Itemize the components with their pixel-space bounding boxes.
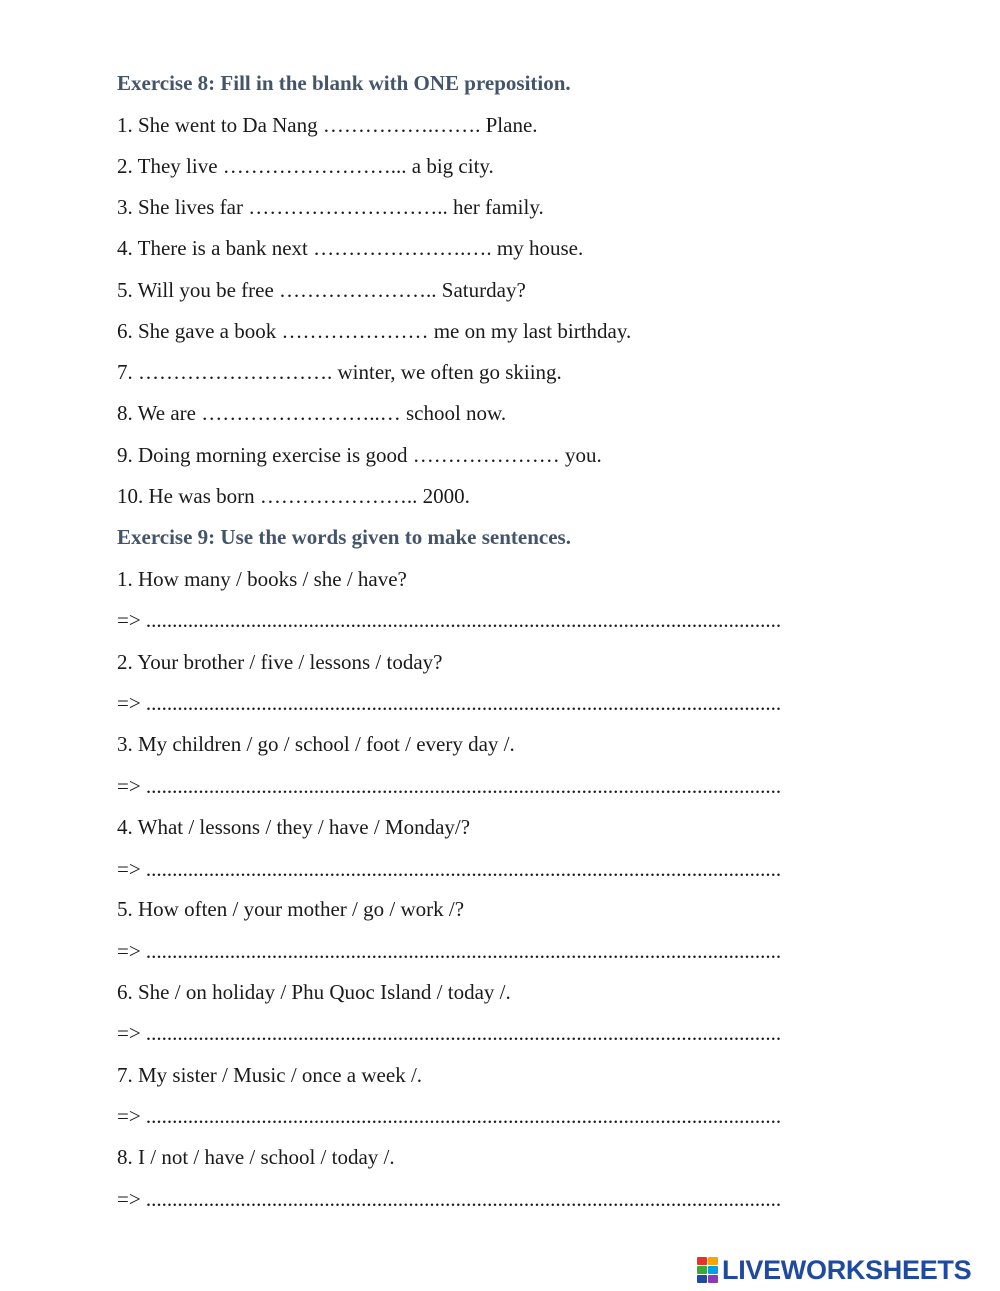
logo-icon-tile (697, 1257, 707, 1265)
exercise-8-item: 3. She lives far ……………………….. her family. (117, 195, 544, 219)
answer-line[interactable]: => ......................................................................................................................... (117, 608, 782, 632)
answer-line[interactable]: => ......................................................................................................................... (117, 1104, 782, 1128)
liveworksheets-logo (697, 1253, 971, 1287)
answer-line[interactable]: => ......................................................................................................................... (117, 774, 782, 798)
answer-line[interactable]: => ......................................................................................................................... (117, 691, 782, 715)
exercise-8-item: 7. ………………………. winter, we often go skiing. (117, 360, 562, 384)
exercise-9-prompt: 8. I / not / have / school / today /. (117, 1145, 395, 1169)
exercise-8-item: 4. There is a bank next ………………….…. my house. (117, 236, 584, 260)
exercise-8-item: 1. She went to Da Nang …………….……. Plane. (117, 113, 538, 137)
exercise-8-title: Exercise 8: Fill in the blank with ONE preposition. (117, 71, 571, 95)
answer-line[interactable]: => ......................................................................................................................... (117, 857, 782, 881)
exercise-9-prompt: 6. She / on holiday / Phu Quoc Island / today /. (117, 980, 511, 1004)
exercise-9-prompt: 3. My children / go / school / foot / every day /. (117, 732, 515, 756)
answer-line[interactable]: => ......................................................................................................................... (117, 939, 782, 963)
logo-icon-tile (708, 1266, 718, 1274)
exercise-9-prompt: 4. What / lessons / they / have / Monday/? (117, 815, 471, 839)
exercise-8-item: 5. Will you be free ………………….. Saturday? (117, 278, 526, 302)
answer-line[interactable]: => ......................................................................................................................... (117, 1021, 782, 1045)
logo-icon-tile (708, 1275, 718, 1283)
exercise-8-item: 6. She gave a book ………………… me on my last birthday. (117, 319, 632, 343)
exercise-8-item: 8. We are ……………………..… school now. (117, 401, 507, 425)
liveworksheets-logo-icon (697, 1257, 719, 1283)
exercise-9-prompt: 7. My sister / Music / once a week /. (117, 1063, 423, 1087)
logo-icon-tile (708, 1257, 718, 1265)
exercise-9-prompt: 2. Your brother / five / lessons / today? (117, 650, 443, 674)
exercise-8-item: 9. Doing morning exercise is good ………………… you. (117, 443, 602, 467)
exercise-8-item: 10. He was born ………………….. 2000. (117, 484, 470, 508)
liveworksheets-logo-text: LIVEWORKSHEETS (722, 1254, 972, 1285)
exercise-9-title: Exercise 9: Use the words given to make sentences. (117, 525, 571, 549)
logo-icon-tile (697, 1266, 707, 1274)
answer-line[interactable]: => ......................................................................................................................... (117, 1187, 782, 1211)
exercise-8-item: 2. They live ……………………... a big city. (117, 154, 494, 178)
logo-icon-tile (697, 1275, 707, 1283)
exercise-9-prompt: 1. How many / books / she / have? (117, 567, 407, 591)
exercise-9-prompt: 5. How often / your mother / go / work /? (117, 897, 465, 921)
